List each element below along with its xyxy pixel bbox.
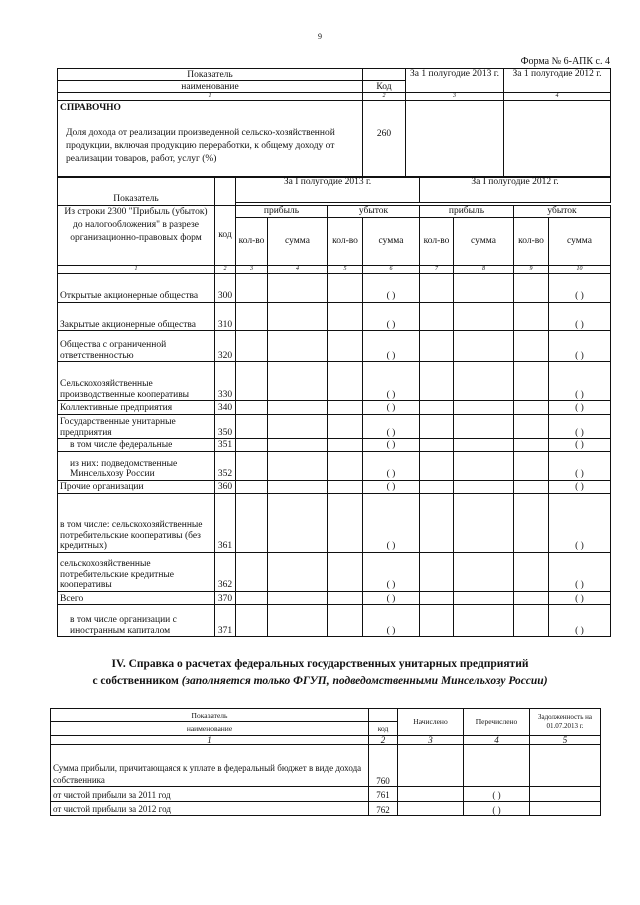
row-code: 300 bbox=[215, 273, 236, 302]
section-iv-title bbox=[30, 656, 610, 690]
colnum: 5 bbox=[530, 735, 601, 744]
value-cell[interactable] bbox=[268, 401, 328, 414]
row-code: 760 bbox=[369, 744, 398, 786]
value-cell[interactable] bbox=[268, 480, 328, 493]
t3-kod: код bbox=[369, 722, 398, 735]
table-row bbox=[58, 401, 611, 414]
income-share-code: 260 bbox=[363, 101, 406, 178]
value-cell[interactable] bbox=[454, 439, 514, 451]
loss-sum-cell[interactable]: ( ) bbox=[363, 552, 420, 591]
value-cell[interactable] bbox=[454, 480, 514, 493]
owner-settlements-table bbox=[50, 708, 601, 816]
loss-sum-cell[interactable]: ( ) bbox=[549, 552, 611, 591]
loss-sum-cell[interactable]: ( ) bbox=[549, 273, 611, 302]
table-row bbox=[58, 480, 611, 493]
row-code: 371 bbox=[215, 605, 236, 637]
perechisleno-cell[interactable]: ( ) bbox=[464, 801, 530, 816]
loss-sum-cell[interactable]: ( ) bbox=[363, 362, 420, 401]
row-code: 310 bbox=[215, 302, 236, 331]
value-cell[interactable] bbox=[268, 414, 328, 439]
section-iv-line2b: (заполняется только ФГУП, подведомственными Минсельхозу России) bbox=[181, 675, 548, 687]
summa-header: сумма bbox=[549, 217, 611, 265]
row-label: Коллективные предприятия bbox=[58, 401, 215, 414]
zadolzh-cell[interactable] bbox=[530, 744, 601, 786]
row-label: в том числе: сельскохозяйственные потребительские кооперативы (без кредитных) bbox=[58, 493, 215, 552]
value-cell[interactable] bbox=[454, 331, 514, 362]
page-number: 9 bbox=[318, 32, 322, 41]
perechisleno-cell[interactable] bbox=[464, 744, 530, 786]
value-cell[interactable] bbox=[236, 302, 268, 331]
value-cell[interactable] bbox=[514, 414, 549, 439]
value-cell[interactable] bbox=[514, 273, 549, 302]
colnum: 5 bbox=[328, 265, 363, 273]
loss-sum-cell[interactable]: ( ) bbox=[549, 331, 611, 362]
row-code: 352 bbox=[215, 451, 236, 480]
loss-sum-cell[interactable]: ( ) bbox=[549, 493, 611, 552]
value-cell[interactable] bbox=[328, 493, 363, 552]
value-cell[interactable] bbox=[406, 101, 504, 178]
kolvo-header: кол-во bbox=[420, 217, 454, 265]
value-cell[interactable] bbox=[454, 362, 514, 401]
value-cell[interactable] bbox=[420, 302, 454, 331]
t3-zadolzh: Задолженность на 01.07.2013 г. bbox=[530, 709, 601, 736]
value-cell[interactable] bbox=[328, 401, 363, 414]
loss-sum-cell[interactable]: ( ) bbox=[549, 439, 611, 451]
value-cell[interactable] bbox=[420, 605, 454, 637]
value-cell[interactable] bbox=[236, 439, 268, 451]
main-pokazatel: Показатель bbox=[58, 177, 215, 206]
colnum: 3 bbox=[236, 265, 268, 273]
row-code: 340 bbox=[215, 401, 236, 414]
colnum: 3 bbox=[406, 93, 504, 101]
row-label: Всего bbox=[58, 591, 215, 604]
value-cell[interactable] bbox=[454, 401, 514, 414]
row-label: Общества с ограниченной ответственностью bbox=[58, 331, 215, 362]
zadolzh-cell[interactable] bbox=[530, 801, 601, 816]
table-row bbox=[58, 605, 611, 637]
row-label: Сумма прибыли, причитающаяся к уплате в федеральный бюджет в виде дохода собственника bbox=[51, 744, 369, 786]
value-cell[interactable] bbox=[514, 493, 549, 552]
value-cell[interactable] bbox=[514, 401, 549, 414]
value-cell[interactable] bbox=[454, 493, 514, 552]
nachisleno-cell[interactable] bbox=[398, 787, 464, 801]
income-share-label: Доля дохода от реализации произведенной сельско-хозяйственной продукции, включая продукцию переработки, к общему доходу от реализации товаров, работ, услуг (%) bbox=[66, 127, 335, 164]
value-cell[interactable] bbox=[420, 451, 454, 480]
t3-perechisleno: Перечислено bbox=[464, 709, 530, 736]
value-cell[interactable] bbox=[236, 493, 268, 552]
loss-sum-cell[interactable]: ( ) bbox=[549, 451, 611, 480]
value-cell[interactable] bbox=[420, 591, 454, 604]
loss-sum-cell[interactable]: ( ) bbox=[363, 451, 420, 480]
section-iv-line2 bbox=[30, 673, 610, 690]
ubytok-2013: убыток bbox=[328, 205, 420, 217]
colnum: 10 bbox=[549, 265, 611, 273]
zadolzh-cell[interactable] bbox=[530, 787, 601, 801]
value-cell[interactable] bbox=[328, 302, 363, 331]
value-cell[interactable] bbox=[236, 591, 268, 604]
row-code: 362 bbox=[215, 552, 236, 591]
value-cell[interactable] bbox=[236, 451, 268, 480]
row-code: 330 bbox=[215, 362, 236, 401]
spravochno-label: СПРАВОЧНО bbox=[60, 103, 121, 113]
table-row bbox=[58, 451, 611, 480]
table-row bbox=[58, 591, 611, 604]
loss-sum-cell[interactable]: ( ) bbox=[363, 401, 420, 414]
value-cell[interactable] bbox=[514, 605, 549, 637]
value-cell[interactable] bbox=[514, 591, 549, 604]
value-cell[interactable] bbox=[236, 273, 268, 302]
form-label: Форма № 6-АПК с. 4 bbox=[520, 56, 610, 67]
summa-header: сумма bbox=[363, 217, 420, 265]
value-cell[interactable] bbox=[328, 273, 363, 302]
pribyl-2013: прибыль bbox=[236, 205, 328, 217]
loss-sum-cell[interactable]: ( ) bbox=[363, 493, 420, 552]
value-cell[interactable] bbox=[268, 591, 328, 604]
value-cell[interactable] bbox=[454, 451, 514, 480]
value-cell[interactable] bbox=[328, 480, 363, 493]
main-desc: Из строки 2300 "Прибыль (убыток) до налогообложения" в разрезе организационно-правовых форм bbox=[58, 205, 215, 265]
loss-sum-cell[interactable]: ( ) bbox=[363, 439, 420, 451]
value-cell[interactable] bbox=[328, 552, 363, 591]
table-row bbox=[58, 493, 611, 552]
row-label: в том числе организации с иностранным капиталом bbox=[58, 605, 215, 637]
value-cell[interactable] bbox=[420, 414, 454, 439]
row-code: 350 bbox=[215, 414, 236, 439]
colnum: 8 bbox=[454, 265, 514, 273]
value-cell[interactable] bbox=[328, 439, 363, 451]
value-cell[interactable] bbox=[328, 591, 363, 604]
row-label: в том числе федеральные bbox=[58, 439, 215, 451]
row-code: 320 bbox=[215, 331, 236, 362]
value-cell[interactable] bbox=[268, 362, 328, 401]
value-cell[interactable] bbox=[514, 480, 549, 493]
header-2012: За 1 полугодие 2012 г. bbox=[504, 69, 611, 93]
colnum: 1 bbox=[51, 735, 369, 744]
loss-sum-cell[interactable]: ( ) bbox=[549, 401, 611, 414]
value-cell[interactable] bbox=[514, 362, 549, 401]
header-kod: Код bbox=[363, 81, 406, 93]
perechisleno-cell[interactable]: ( ) bbox=[464, 787, 530, 801]
pribyl-2012: прибыль bbox=[420, 205, 514, 217]
nachisleno-cell[interactable] bbox=[398, 744, 464, 786]
value-cell[interactable] bbox=[236, 331, 268, 362]
value-cell[interactable] bbox=[420, 480, 454, 493]
colnum: 6 bbox=[363, 265, 420, 273]
value-cell[interactable] bbox=[454, 552, 514, 591]
loss-sum-cell[interactable]: ( ) bbox=[363, 480, 420, 493]
table-row bbox=[58, 414, 611, 439]
value-cell[interactable] bbox=[420, 493, 454, 552]
value-cell[interactable] bbox=[454, 414, 514, 439]
value-cell[interactable] bbox=[236, 480, 268, 493]
colnum: 2 bbox=[215, 265, 236, 273]
value-cell[interactable] bbox=[236, 414, 268, 439]
table-row bbox=[58, 302, 611, 331]
value-cell[interactable] bbox=[268, 493, 328, 552]
value-cell[interactable] bbox=[514, 439, 549, 451]
value-cell[interactable] bbox=[268, 439, 328, 451]
row-label: Государственные унитарные предприятия bbox=[58, 414, 215, 439]
value-cell[interactable] bbox=[236, 401, 268, 414]
table-row bbox=[51, 744, 601, 786]
row-code: 351 bbox=[215, 439, 236, 451]
value-cell[interactable] bbox=[514, 331, 549, 362]
row-code: 360 bbox=[215, 480, 236, 493]
value-cell[interactable] bbox=[268, 451, 328, 480]
main-kod: код bbox=[215, 205, 236, 265]
loss-sum-cell[interactable]: ( ) bbox=[549, 362, 611, 401]
value-cell[interactable] bbox=[454, 302, 514, 331]
value-cell[interactable] bbox=[268, 605, 328, 637]
value-cell[interactable] bbox=[328, 331, 363, 362]
value-cell[interactable] bbox=[328, 451, 363, 480]
main-2013: За I полугодие 2013 г. bbox=[236, 177, 420, 203]
value-cell[interactable] bbox=[328, 362, 363, 401]
value-cell[interactable] bbox=[328, 605, 363, 637]
value-cell[interactable] bbox=[268, 331, 328, 362]
loss-sum-cell[interactable]: ( ) bbox=[549, 414, 611, 439]
colnum: 7 bbox=[420, 265, 454, 273]
value-cell[interactable] bbox=[268, 552, 328, 591]
row-code: 370 bbox=[215, 591, 236, 604]
row-code: 361 bbox=[215, 493, 236, 552]
loss-sum-cell[interactable]: ( ) bbox=[363, 331, 420, 362]
section-iv-line1: IV. Справка о расчетах федеральных государственных унитарных предприятий bbox=[111, 658, 529, 670]
summary-table bbox=[57, 68, 611, 178]
colnum: 3 bbox=[398, 735, 464, 744]
colnum: 1 bbox=[58, 93, 363, 101]
value-cell[interactable] bbox=[504, 101, 611, 178]
value-cell[interactable] bbox=[454, 605, 514, 637]
loss-sum-cell[interactable]: ( ) bbox=[363, 302, 420, 331]
kolvo-header: кол-во bbox=[514, 217, 549, 265]
row-code: 761 bbox=[369, 787, 398, 801]
main-2012: За I полугодие 2012 г. bbox=[420, 177, 611, 203]
value-cell[interactable] bbox=[236, 362, 268, 401]
table-row bbox=[51, 787, 601, 801]
value-cell[interactable] bbox=[420, 273, 454, 302]
row-label: Открытые акционерные общества bbox=[58, 273, 215, 302]
colnum: 9 bbox=[514, 265, 549, 273]
value-cell[interactable] bbox=[454, 273, 514, 302]
nachisleno-cell[interactable] bbox=[398, 801, 464, 816]
loss-sum-cell[interactable]: ( ) bbox=[363, 273, 420, 302]
kolvo-header: кол-во bbox=[236, 217, 268, 265]
summa-header: сумма bbox=[454, 217, 514, 265]
row-label: Закрытые акционерные общества bbox=[58, 302, 215, 331]
row-code: 762 bbox=[369, 801, 398, 816]
table-row bbox=[58, 331, 611, 362]
row-label: из них: подведомственные Минсельхозу России bbox=[58, 451, 215, 480]
header-2013: За 1 полугодие 2013 г. bbox=[406, 69, 504, 93]
row-label: сельскохозяйственные потребительские кредитные кооперативы bbox=[58, 552, 215, 591]
table-row bbox=[58, 552, 611, 591]
value-cell[interactable] bbox=[514, 302, 549, 331]
colnum: 4 bbox=[504, 93, 611, 101]
loss-sum-cell[interactable]: ( ) bbox=[549, 480, 611, 493]
section-iv-line2a: с собственником bbox=[92, 675, 182, 687]
loss-sum-cell[interactable]: ( ) bbox=[549, 302, 611, 331]
colnum: 4 bbox=[268, 265, 328, 273]
row-label: от чистой прибыли за 2011 год bbox=[51, 787, 369, 801]
value-cell[interactable] bbox=[236, 552, 268, 591]
value-cell[interactable] bbox=[268, 302, 328, 331]
value-cell[interactable] bbox=[514, 451, 549, 480]
value-cell[interactable] bbox=[420, 552, 454, 591]
loss-sum-cell[interactable]: ( ) bbox=[363, 591, 420, 604]
loss-sum-cell[interactable]: ( ) bbox=[549, 591, 611, 604]
value-cell[interactable] bbox=[454, 591, 514, 604]
header-pokazatel: Показатель bbox=[58, 69, 363, 81]
t3-naim: наименование bbox=[51, 722, 369, 735]
header-naim: наименование bbox=[58, 81, 363, 93]
t3-nachisleno: Начислено bbox=[398, 709, 464, 736]
table-row bbox=[58, 362, 611, 401]
table-row bbox=[51, 801, 601, 816]
value-cell[interactable] bbox=[420, 439, 454, 451]
table-row bbox=[58, 439, 611, 451]
colnum: 1 bbox=[58, 265, 215, 273]
loss-sum-cell[interactable]: ( ) bbox=[363, 414, 420, 439]
loss-sum-cell[interactable]: ( ) bbox=[549, 605, 611, 637]
row-label: от чистой прибыли за 2012 год bbox=[51, 801, 369, 816]
row-label: Прочие организации bbox=[58, 480, 215, 493]
value-cell[interactable] bbox=[236, 605, 268, 637]
row-label: Сельскохозяйственные производственные кооперативы bbox=[58, 362, 215, 401]
table-row bbox=[58, 273, 611, 302]
value-cell[interactable] bbox=[268, 273, 328, 302]
summa-header: сумма bbox=[268, 217, 328, 265]
value-cell[interactable] bbox=[420, 362, 454, 401]
value-cell[interactable] bbox=[514, 552, 549, 591]
kolvo-header: кол-во bbox=[328, 217, 363, 265]
t3-pokazatel: Показатель bbox=[51, 709, 369, 722]
colnum: 2 bbox=[369, 735, 398, 744]
loss-sum-cell[interactable]: ( ) bbox=[363, 605, 420, 637]
colnum: 4 bbox=[464, 735, 530, 744]
value-cell[interactable] bbox=[420, 401, 454, 414]
profit-loss-table bbox=[57, 176, 611, 637]
ubytok-2012: убыток bbox=[514, 205, 611, 217]
value-cell[interactable] bbox=[420, 331, 454, 362]
value-cell[interactable] bbox=[328, 414, 363, 439]
colnum: 2 bbox=[363, 93, 406, 101]
